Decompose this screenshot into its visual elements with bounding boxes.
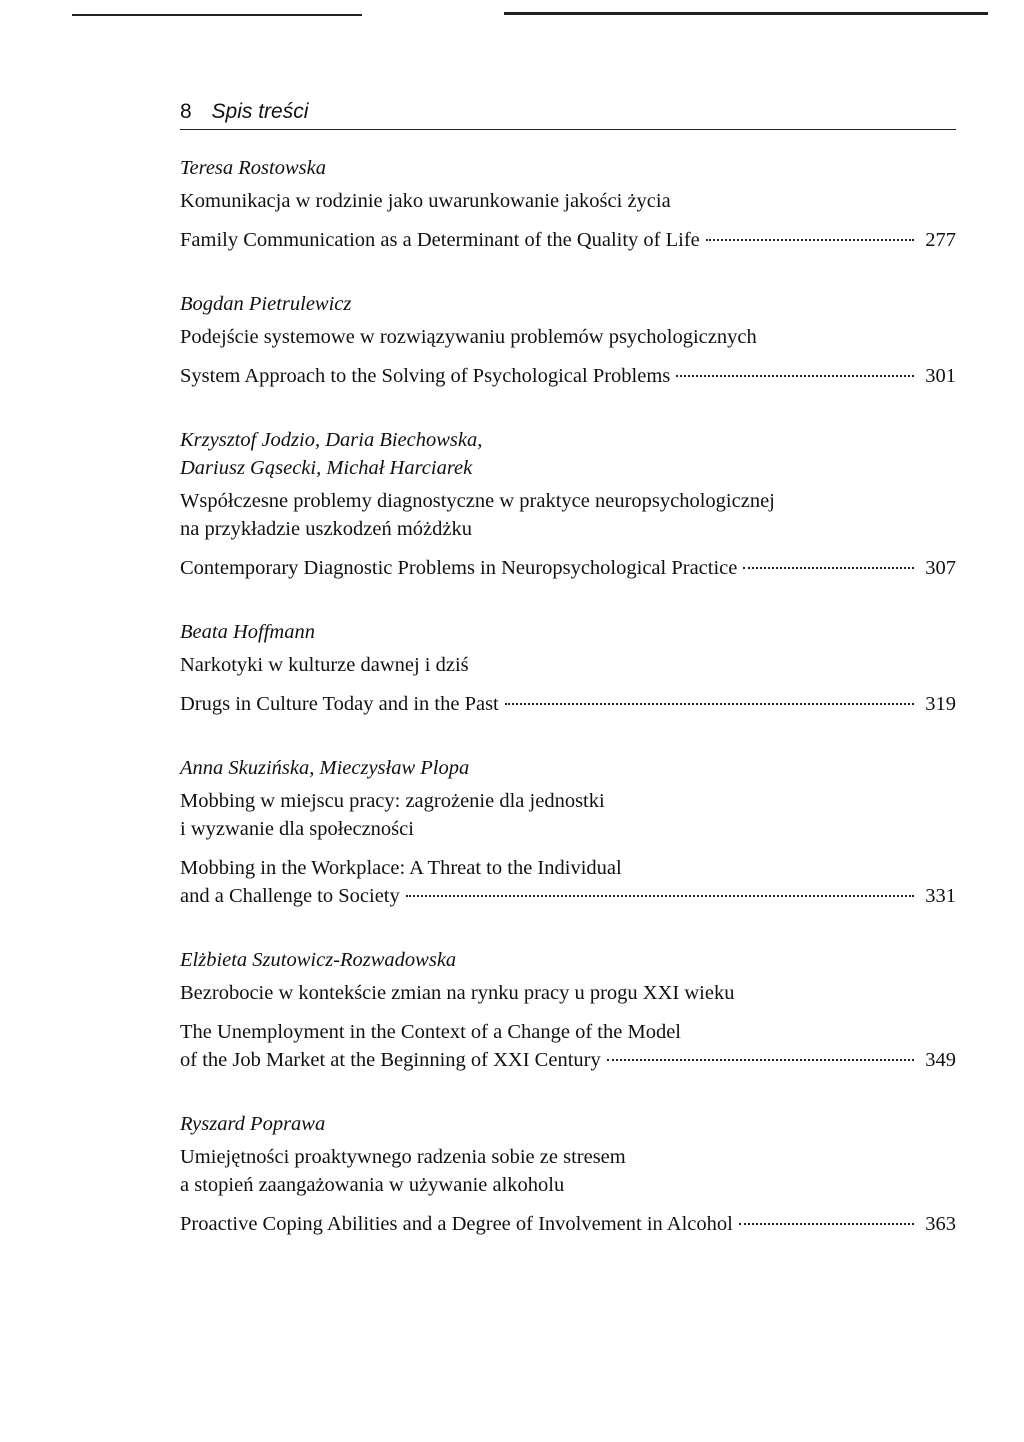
author-line: Krzysztof Jodzio, Daria Biechowska,	[180, 429, 483, 451]
english-title-line: of the Job Market at the Beginning of XXI Century	[180, 1049, 601, 1071]
polish-title-line: Bezrobocie w kontekście zmian na rynku pracy u progu XXI wieku	[180, 982, 735, 1004]
polish-title-line: Podejście systemowe w rozwiązywaniu problemów psychologicznych	[180, 326, 757, 348]
english-title-line: Drugs in Culture Today and in the Past	[180, 693, 499, 715]
toc-entry	[180, 618, 956, 718]
english-title-line: Proactive Coping Abilities and a Degree of Involvement in Alcohol	[180, 1213, 733, 1235]
toc-entry	[180, 946, 956, 1074]
polish-title-line: a stopień zaangażowania w używanie alkoholu	[180, 1174, 565, 1196]
page-reference: 363	[925, 1213, 956, 1235]
dot-leader	[505, 703, 914, 705]
toc-entry	[180, 290, 956, 390]
section-title: Spis treści	[211, 100, 309, 123]
english-title-line: Contemporary Diagnostic Problems in Neuropsychological Practice	[180, 557, 738, 579]
polish-title-line: Współczesne problemy diagnostyczne w praktyce neuropsychologicznej	[180, 490, 775, 512]
entry-polish-title	[180, 787, 956, 843]
author-line: Anna Skuzińska, Mieczysław Plopa	[180, 757, 470, 779]
page-reference: 301	[925, 365, 956, 387]
page-number: 8	[180, 100, 192, 123]
entry-polish-title	[180, 651, 956, 679]
polish-title-line: Narkotyki w kulturze dawnej i dziś	[180, 654, 469, 676]
author-line: Beata Hoffmann	[180, 621, 315, 643]
dot-leader	[706, 239, 914, 241]
toc-line-with-page	[180, 554, 956, 582]
entry-polish-title	[180, 979, 956, 1007]
author-line: Bogdan Pietrulewicz	[180, 293, 352, 315]
entry-english-title	[180, 690, 956, 718]
toc-line-with-page	[180, 362, 956, 390]
author-line: Teresa Rostowska	[180, 157, 326, 179]
entry-authors	[180, 754, 956, 782]
toc-line-with-page	[180, 882, 956, 910]
scan-edge-line-right	[504, 12, 988, 15]
toc-entry	[180, 154, 956, 254]
dot-leader	[676, 375, 914, 377]
entry-authors	[180, 154, 956, 182]
author-line: Dariusz Gąsecki, Michał Harciarek	[180, 457, 473, 479]
polish-title-line: Umiejętności proaktywnego radzenia sobie ze stresem	[180, 1146, 626, 1168]
page-reference: 277	[925, 229, 956, 251]
page-reference: 331	[925, 885, 956, 907]
author-line: Ryszard Poprawa	[180, 1113, 326, 1135]
polish-title-line: i wyzwanie dla społeczności	[180, 818, 414, 840]
page-reference: 319	[925, 693, 956, 715]
entry-english-title	[180, 554, 956, 582]
english-title-line: Family Communication as a Determinant of the Quality of Life	[180, 229, 700, 251]
entry-english-title	[180, 1210, 956, 1238]
english-title-line: The Unemployment in the Context of a Change of the Model	[180, 1021, 681, 1043]
table-of-contents	[180, 154, 956, 1274]
entry-authors	[180, 426, 956, 482]
entry-english-title	[180, 226, 956, 254]
toc-entry	[180, 426, 956, 582]
dot-leader	[406, 895, 914, 897]
toc-line-with-page	[180, 1210, 956, 1238]
entry-authors	[180, 290, 956, 318]
toc-entry	[180, 1110, 956, 1238]
english-title-line: Mobbing in the Workplace: A Threat to the Individual	[180, 857, 622, 879]
entry-authors	[180, 618, 956, 646]
entry-polish-title	[180, 487, 956, 543]
english-title-line: and a Challenge to Society	[180, 885, 400, 907]
entry-english-title	[180, 362, 956, 390]
polish-title-line: Mobbing w miejscu pracy: zagrożenie dla jednostki	[180, 790, 605, 812]
entry-polish-title	[180, 1143, 956, 1199]
entry-english-title	[180, 854, 956, 910]
entry-authors	[180, 1110, 956, 1138]
dot-leader	[743, 567, 914, 569]
page-reference: 349	[925, 1049, 956, 1071]
toc-line-with-page	[180, 226, 956, 254]
toc-line-with-page	[180, 690, 956, 718]
polish-title-line: na przykładzie uszkodzeń móżdżku	[180, 518, 473, 540]
polish-title-line: Komunikacja w rodzinie jako uwarunkowanie jakości życia	[180, 190, 671, 212]
entry-polish-title	[180, 323, 956, 351]
entry-english-title	[180, 1018, 956, 1074]
scan-edge-line-left	[72, 14, 362, 16]
entry-authors	[180, 946, 956, 974]
toc-entry	[180, 754, 956, 910]
toc-line-with-page	[180, 1046, 956, 1074]
author-line: Elżbieta Szutowicz-Rozwadowska	[180, 949, 457, 971]
running-head	[180, 95, 956, 130]
dot-leader	[607, 1059, 914, 1061]
page-reference: 307	[925, 557, 956, 579]
dot-leader	[739, 1223, 914, 1225]
english-title-line: System Approach to the Solving of Psychological Problems	[180, 365, 671, 387]
entry-polish-title	[180, 187, 956, 215]
